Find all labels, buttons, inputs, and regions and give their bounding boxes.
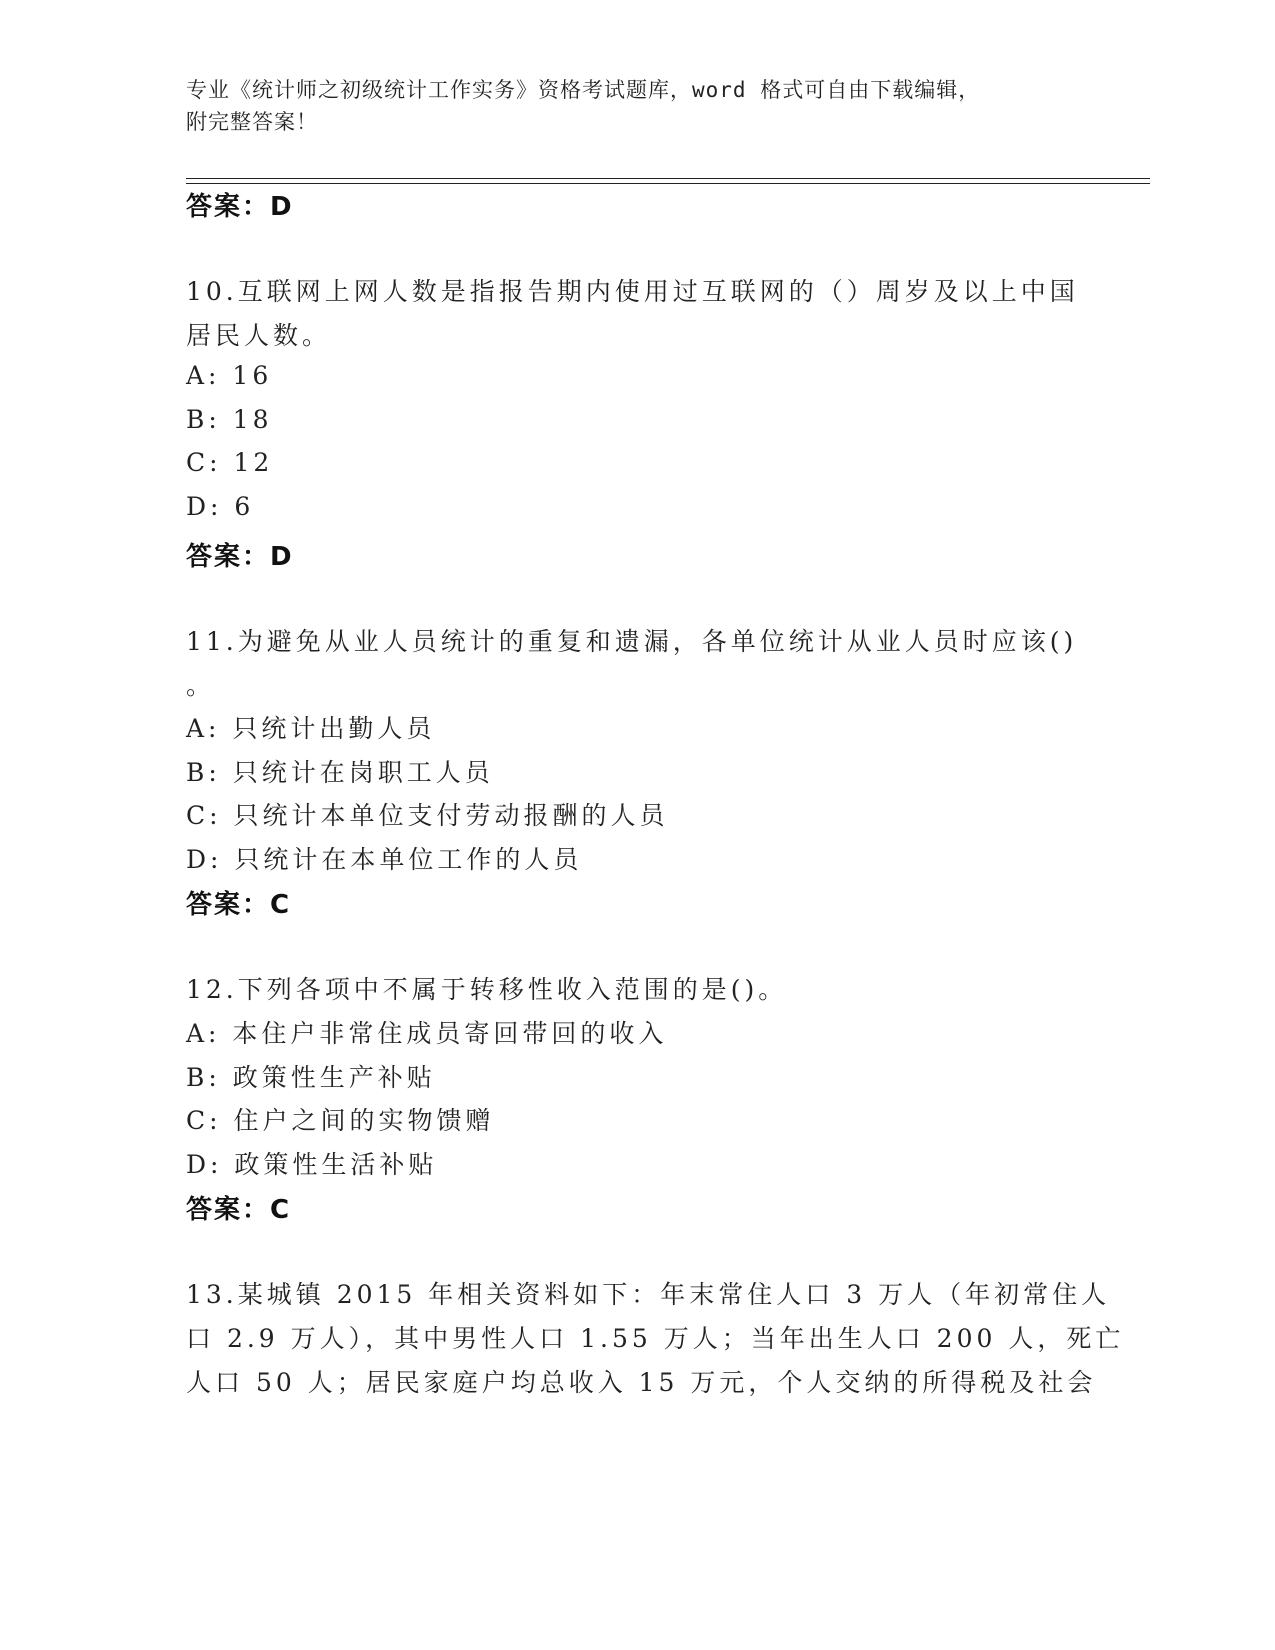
answer-label: 答案：D [186, 192, 294, 222]
question-10-text-line-1: 10.互联网上网人数是指报告期内使用过互联网的（）周岁及以上中国 [186, 277, 1079, 306]
question-12-answer: 答案：C [186, 1195, 292, 1225]
question-12-option-d: D: 政策性生活补贴 [186, 1150, 438, 1179]
header-line-2: 附完整答案！ [186, 110, 318, 134]
question-13-text-line-2: 口 2.9 万人），其中男性人口 1.55 万人；当年出生人口 200 人，死亡 [186, 1324, 1125, 1353]
question-11-text-line-2: 。 [186, 671, 216, 700]
question-11-option-c: C: 只统计本单位支付劳动报酬的人员 [186, 801, 669, 830]
question-10-option-c: C: 12 [186, 448, 274, 477]
question-12-text-line-1: 12.下列各项中不属于转移性收入范围的是()。 [186, 975, 788, 1004]
question-10-option-d: D: 6 [186, 492, 255, 521]
question-11-text-line-1: 11.为避免从业人员统计的重复和遗漏，各单位统计从业人员时应该() [186, 627, 1078, 656]
header-divider-top [186, 178, 1150, 179]
document-header-note [186, 74, 1086, 138]
question-12-option-a: A: 本住户非常住成员寄回带回的收入 [186, 1019, 668, 1048]
question-10-answer: 答案：D [186, 542, 294, 572]
header-line-1: 专业《统计师之初级统计工作实务》资格考试题库，word 格式可自由下载编辑， [186, 78, 981, 102]
question-10-option-a: A: 16 [186, 361, 273, 390]
question-11-option-d: D: 只统计在本单位工作的人员 [186, 845, 583, 874]
question-12-option-b: B: 政策性生产补贴 [186, 1063, 436, 1092]
question-13-text-line-3: 人口 50 人；居民家庭户均总收入 15 万元，个人交纳的所得税及社会 [186, 1368, 1097, 1397]
question-12-option-c: C: 住户之间的实物馈赠 [186, 1106, 495, 1135]
question-10-text-line-2: 居民人数。 [186, 321, 332, 350]
question-13-text-line-1: 13.某城镇 2015 年相关资料如下：年末常住人口 3 万人（年初常住人 [186, 1280, 1111, 1309]
question-11-option-a: A: 只统计出勤人员 [186, 714, 436, 743]
question-11-answer: 答案：C [186, 890, 292, 920]
question-11-option-b: B: 只统计在岗职工人员 [186, 758, 494, 787]
header-divider-bottom [186, 183, 1150, 184]
question-10-option-b: B: 18 [186, 405, 273, 434]
